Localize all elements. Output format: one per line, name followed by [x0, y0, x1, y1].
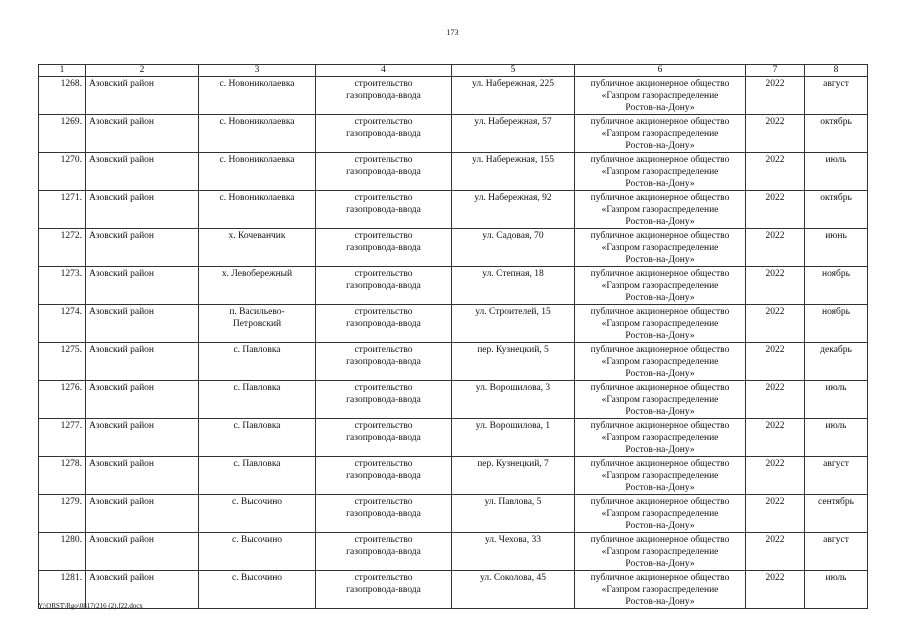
organization-cell [575, 533, 746, 571]
settlement-cell [199, 571, 316, 609]
year-cell: 2022 [746, 305, 805, 343]
file-path-footer: Y:\ORST\Rgo\0817r216 (2).f22.docx [38, 602, 143, 610]
organization-cell [575, 419, 746, 457]
address-cell: ул. Набережная, 57 [452, 115, 575, 153]
organization-line: Ростов-на-Дону» [625, 103, 695, 113]
address-cell: ул. Ворошилова, 3 [452, 381, 575, 419]
row-number: 1268. [39, 77, 86, 115]
district-cell: Азовский район [86, 495, 199, 533]
organization-line: Ростов-на-Дону» [625, 407, 695, 417]
organization-line: Ростов-на-Дону» [625, 597, 695, 607]
organization-line: публичное акционерное общество [590, 193, 730, 203]
work-type-line: газопровода-ввода [346, 205, 421, 215]
settlement-line: с. Павловка [233, 459, 281, 469]
month-cell: июль [805, 381, 868, 419]
year-cell: 2022 [746, 381, 805, 419]
work-type-line: строительство [354, 155, 413, 165]
organization-cell [575, 267, 746, 305]
work-type-line: строительство [354, 383, 413, 393]
work-type-line: строительство [354, 79, 413, 89]
address-cell: ул. Набережная, 225 [452, 77, 575, 115]
year-cell: 2022 [746, 191, 805, 229]
header-cell: 6 [575, 65, 746, 77]
row-number: 1270. [39, 153, 86, 191]
work-type-line: газопровода-ввода [346, 585, 421, 595]
organization-line: «Газпром газораспределение [601, 129, 719, 139]
work-type-line: строительство [354, 421, 413, 431]
year-cell: 2022 [746, 419, 805, 457]
header-cell: 4 [316, 65, 452, 77]
year-cell: 2022 [746, 77, 805, 115]
year-cell: 2022 [746, 343, 805, 381]
month-cell: ноябрь [805, 305, 868, 343]
district-cell: Азовский район [86, 533, 199, 571]
settlement-cell [199, 457, 316, 495]
organization-line: Ростов-на-Дону» [625, 331, 695, 341]
settlement-cell [199, 419, 316, 457]
table-header-row [39, 65, 868, 77]
settlement-cell [199, 381, 316, 419]
organization-line: Ростов-на-Дону» [625, 141, 695, 151]
works-table [38, 64, 868, 609]
work-type-line: строительство [354, 231, 413, 241]
district-cell: Азовский район [86, 571, 199, 609]
work-type-line: строительство [354, 573, 413, 583]
organization-line: Ростов-на-Дону» [625, 179, 695, 189]
organization-line: публичное акционерное общество [590, 459, 730, 469]
organization-line: Ростов-на-Дону» [625, 255, 695, 265]
organization-cell [575, 571, 746, 609]
organization-line: «Газпром газораспределение [601, 547, 719, 557]
work-type-line: строительство [354, 459, 413, 469]
table-row [39, 571, 868, 609]
table-row [39, 191, 868, 229]
settlement-line: п. Васильево- [229, 307, 285, 317]
month-cell: октябрь [805, 115, 868, 153]
table-row [39, 343, 868, 381]
address-cell: ул. Ворошилова, 1 [452, 419, 575, 457]
row-number: 1279. [39, 495, 86, 533]
settlement-cell [199, 305, 316, 343]
organization-line: Ростов-на-Дону» [625, 293, 695, 303]
work-type-cell [316, 381, 452, 419]
settlement-line: с. Высочино [231, 497, 283, 507]
work-type-line: строительство [354, 193, 413, 203]
address-cell: ул. Набережная, 155 [452, 153, 575, 191]
organization-line: «Газпром газораспределение [601, 243, 719, 253]
organization-cell [575, 153, 746, 191]
settlement-cell [199, 229, 316, 267]
row-number: 1276. [39, 381, 86, 419]
settlement-line: х. Кочеванчик [228, 231, 286, 241]
work-type-line: газопровода-ввода [346, 395, 421, 405]
district-cell: Азовский район [86, 419, 199, 457]
row-number: 1280. [39, 533, 86, 571]
settlement-cell [199, 77, 316, 115]
organization-line: «Газпром газораспределение [601, 319, 719, 329]
organization-line: публичное акционерное общество [590, 535, 730, 545]
month-cell: октябрь [805, 191, 868, 229]
organization-cell [575, 457, 746, 495]
year-cell: 2022 [746, 115, 805, 153]
year-cell: 2022 [746, 229, 805, 267]
work-type-cell [316, 419, 452, 457]
settlement-line: с. Новониколаевка [219, 117, 295, 127]
address-cell: пер. Кузнецкий, 5 [452, 343, 575, 381]
table-body [39, 65, 868, 609]
work-type-line: газопровода-ввода [346, 357, 421, 367]
header-cell: 1 [39, 65, 86, 77]
settlement-cell [199, 191, 316, 229]
work-type-line: строительство [354, 117, 413, 127]
organization-cell [575, 229, 746, 267]
work-type-cell [316, 267, 452, 305]
settlement-line: с. Высочино [231, 573, 283, 583]
table-row [39, 533, 868, 571]
month-cell: август [805, 533, 868, 571]
row-number: 1273. [39, 267, 86, 305]
settlement-line: с. Новониколаевка [219, 155, 295, 165]
organization-line: «Газпром газораспределение [601, 281, 719, 291]
month-cell: ноябрь [805, 267, 868, 305]
work-type-line: газопровода-ввода [346, 129, 421, 139]
organization-line: публичное акционерное общество [590, 345, 730, 355]
address-cell: ул. Павлова, 5 [452, 495, 575, 533]
district-cell: Азовский район [86, 77, 199, 115]
table-row [39, 77, 868, 115]
month-cell: август [805, 457, 868, 495]
row-number: 1272. [39, 229, 86, 267]
work-type-line: газопровода-ввода [346, 91, 421, 101]
organization-line: Ростов-на-Дону» [625, 445, 695, 455]
header-cell: 2 [86, 65, 199, 77]
settlement-cell [199, 267, 316, 305]
header-cell: 3 [199, 65, 316, 77]
address-cell: ул. Садовая, 70 [452, 229, 575, 267]
organization-line: Ростов-на-Дону» [625, 521, 695, 531]
settlement-cell [199, 115, 316, 153]
address-cell: ул. Чехова, 33 [452, 533, 575, 571]
work-type-cell [316, 571, 452, 609]
organization-line: публичное акционерное общество [590, 79, 730, 89]
table-row [39, 495, 868, 533]
row-number: 1274. [39, 305, 86, 343]
work-type-line: строительство [354, 535, 413, 545]
organization-line: «Газпром газораспределение [601, 167, 719, 177]
organization-line: Ростов-на-Дону» [625, 559, 695, 569]
work-type-cell [316, 191, 452, 229]
table-row [39, 381, 868, 419]
year-cell: 2022 [746, 457, 805, 495]
organization-line: публичное акционерное общество [590, 117, 730, 127]
organization-line: «Газпром газораспределение [601, 433, 719, 443]
organization-line: «Газпром газораспределение [601, 395, 719, 405]
address-cell: ул. Набережная, 92 [452, 191, 575, 229]
address-cell: пер. Кузнецкий, 7 [452, 457, 575, 495]
organization-line: «Газпром газораспределение [601, 357, 719, 367]
settlement-line: Петровский [232, 319, 282, 329]
organization-line: Ростов-на-Дону» [625, 217, 695, 227]
organization-line: «Газпром газораспределение [601, 585, 719, 595]
district-cell: Азовский район [86, 115, 199, 153]
row-number: 1271. [39, 191, 86, 229]
month-cell: июль [805, 153, 868, 191]
work-type-line: газопровода-ввода [346, 509, 421, 519]
table-row [39, 229, 868, 267]
row-number: 1269. [39, 115, 86, 153]
address-cell: ул. Строителей, 15 [452, 305, 575, 343]
month-cell: июль [805, 571, 868, 609]
work-type-line: строительство [354, 269, 413, 279]
organization-line: публичное акционерное общество [590, 155, 730, 165]
work-type-line: строительство [354, 345, 413, 355]
district-cell: Азовский район [86, 343, 199, 381]
year-cell: 2022 [746, 495, 805, 533]
organization-line: публичное акционерное общество [590, 497, 730, 507]
work-type-line: газопровода-ввода [346, 319, 421, 329]
work-type-cell [316, 305, 452, 343]
organization-line: публичное акционерное общество [590, 383, 730, 393]
work-type-cell [316, 77, 452, 115]
organization-line: «Газпром газораспределение [601, 471, 719, 481]
row-number: 1275. [39, 343, 86, 381]
row-number: 1277. [39, 419, 86, 457]
work-type-line: газопровода-ввода [346, 471, 421, 481]
organization-line: публичное акционерное общество [590, 573, 730, 583]
organization-cell [575, 77, 746, 115]
table-row [39, 305, 868, 343]
work-type-line: газопровода-ввода [346, 547, 421, 557]
settlement-line: х. Левобережный [221, 269, 293, 279]
work-type-cell [316, 229, 452, 267]
work-type-cell [316, 457, 452, 495]
work-type-cell [316, 153, 452, 191]
organization-cell [575, 495, 746, 533]
table-row [39, 419, 868, 457]
settlement-cell [199, 153, 316, 191]
settlement-line: с. Новониколаевка [219, 79, 295, 89]
table-row [39, 115, 868, 153]
organization-line: Ростов-на-Дону» [625, 483, 695, 493]
table-row [39, 153, 868, 191]
district-cell: Азовский район [86, 191, 199, 229]
settlement-line: с. Павловка [233, 383, 281, 393]
district-cell: Азовский район [86, 229, 199, 267]
row-number: 1281. [39, 571, 86, 609]
header-cell: 8 [805, 65, 868, 77]
district-cell: Азовский район [86, 381, 199, 419]
row-number: 1278. [39, 457, 86, 495]
district-cell: Азовский район [86, 267, 199, 305]
header-cell: 7 [746, 65, 805, 77]
table-row [39, 267, 868, 305]
month-cell: август [805, 77, 868, 115]
settlement-line: с. Павловка [233, 345, 281, 355]
organization-line: публичное акционерное общество [590, 307, 730, 317]
year-cell: 2022 [746, 571, 805, 609]
organization-line: публичное акционерное общество [590, 269, 730, 279]
work-type-line: газопровода-ввода [346, 281, 421, 291]
month-cell: июнь [805, 229, 868, 267]
month-cell: июль [805, 419, 868, 457]
organization-cell [575, 305, 746, 343]
organization-cell [575, 343, 746, 381]
work-type-line: газопровода-ввода [346, 433, 421, 443]
settlement-cell [199, 533, 316, 571]
year-cell: 2022 [746, 533, 805, 571]
work-type-line: строительство [354, 307, 413, 317]
settlement-line: с. Высочино [231, 535, 283, 545]
year-cell: 2022 [746, 267, 805, 305]
work-type-line: газопровода-ввода [346, 167, 421, 177]
work-type-cell [316, 533, 452, 571]
month-cell: декабрь [805, 343, 868, 381]
year-cell: 2022 [746, 153, 805, 191]
settlement-cell [199, 495, 316, 533]
organization-line: «Газпром газораспределение [601, 509, 719, 519]
work-type-cell [316, 115, 452, 153]
organization-line: публичное акционерное общество [590, 231, 730, 241]
header-cell: 5 [452, 65, 575, 77]
settlement-line: с. Новониколаевка [219, 193, 295, 203]
address-cell: ул. Степная, 18 [452, 267, 575, 305]
work-type-line: газопровода-ввода [346, 243, 421, 253]
work-type-cell [316, 495, 452, 533]
organization-cell [575, 381, 746, 419]
work-type-line: строительство [354, 497, 413, 507]
table-row [39, 457, 868, 495]
address-cell: ул. Соколова, 45 [452, 571, 575, 609]
settlement-cell [199, 343, 316, 381]
organization-cell [575, 115, 746, 153]
month-cell: сентябрь [805, 495, 868, 533]
district-cell: Азовский район [86, 153, 199, 191]
work-type-cell [316, 343, 452, 381]
organization-line: «Газпром газораспределение [601, 205, 719, 215]
organization-line: публичное акционерное общество [590, 421, 730, 431]
page-number: 173 [446, 28, 459, 37]
organization-line: Ростов-на-Дону» [625, 369, 695, 379]
organization-cell [575, 191, 746, 229]
settlement-line: с. Павловка [233, 421, 281, 431]
organization-line: «Газпром газораспределение [601, 91, 719, 101]
district-cell: Азовский район [86, 305, 199, 343]
district-cell: Азовский район [86, 457, 199, 495]
